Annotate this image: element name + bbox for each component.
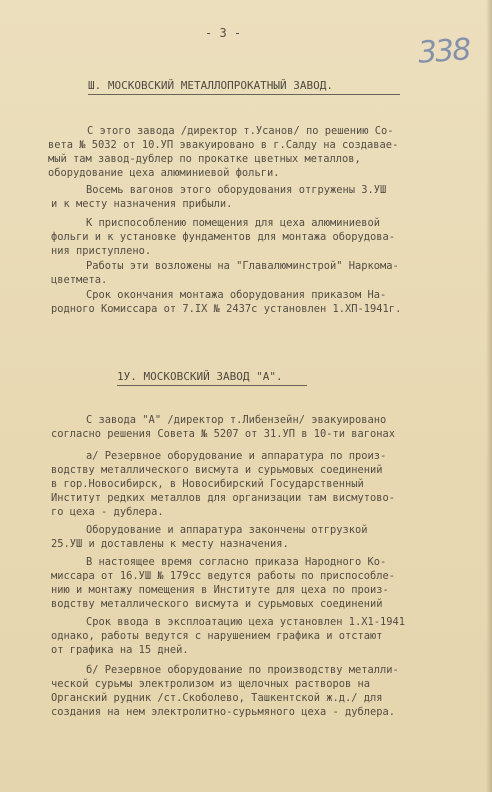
section-4-line: 25.УШ и доставлены к месту назначения. bbox=[51, 538, 289, 550]
section-3-heading: Ш. МОСКОВСКИЙ МЕТАЛЛОПРОКАТНЫЙ ЗАВОД. bbox=[88, 79, 334, 92]
section-4-line: б/ Резервное оборудование по производству металли- bbox=[86, 664, 399, 676]
section-4-line: Срок ввода в эксплоатацию цеха установлен 1.Х1-1941 bbox=[86, 616, 406, 628]
section-4-line: ческой сурьмы электролизом из щелочных растворов на bbox=[51, 678, 371, 690]
section-4-line: от графика на 15 дней. bbox=[51, 644, 189, 656]
section-4-line: миссара от 16.УШ № 179сс ведутся работы по приспособле- bbox=[51, 570, 396, 582]
section-3-line: фольги и к установке фундаментов для монтажа оборудова- bbox=[51, 231, 396, 243]
section-4-line: нию и монтажу помещения в Институте для цеха по произ- bbox=[51, 584, 389, 596]
handwritten-archive-number: 338 bbox=[416, 32, 471, 71]
section-4-line: Институт редких металлов для организации там висмутово- bbox=[51, 492, 396, 504]
section-4-line: го цеха - дублера. bbox=[51, 506, 164, 518]
section-3-line: Работы эти возложены на "Главалюминстрой" Наркома- bbox=[86, 260, 399, 272]
section-4-heading-underline bbox=[117, 385, 307, 386]
section-3-line: С этого завода /директор т.Усанов/ по решению Со- bbox=[87, 125, 394, 137]
section-3-line: родного Комиссара от 7.IX № 2437с установлен 1.ХП-1941г. bbox=[51, 303, 402, 315]
section-3-line: оборудование цеха алюминиевой фольги. bbox=[48, 167, 280, 179]
section-4-line: в гор.Новосибирск, в Новосибирский Государственный bbox=[51, 478, 364, 490]
section-4-line: а/ Резервное оборудование и аппаратура по произ- bbox=[86, 450, 387, 462]
section-4-line: согласно решения Совета № 5207 от 31.УП в 10-ти вагонах bbox=[51, 428, 396, 440]
page-number: - 3 - bbox=[205, 26, 242, 40]
section-3-line: К приспособлению помещения для цеха алюминиевой bbox=[86, 217, 381, 229]
section-3-heading-underline bbox=[88, 94, 400, 95]
section-4-line: Органский рудник /ст.Скоболево, Ташкентской ж.д./ для bbox=[51, 692, 383, 704]
section-4-line: водству металлического висмута и сурьмовых соединений bbox=[51, 464, 383, 476]
section-3-line: Восемь вагонов этого оборудования отгружены 3.УШ bbox=[86, 184, 387, 196]
section-4-line: создания на нем электролитно-сурьмяного цеха - дублера. bbox=[51, 706, 396, 718]
section-4-heading: 1У. МОСКОВСКИЙ ЗАВОД "А". bbox=[117, 370, 283, 383]
section-4-line: С завода "А" /директор т.Либензейн/ эвакуировано bbox=[86, 414, 387, 426]
section-3-line: мый там завод-дублер по прокатке цветных металлов, bbox=[48, 153, 361, 165]
section-4-line: однако, работы ведутся с нарушением графика и отстают bbox=[51, 630, 383, 642]
section-4-line: Оборудование и аппаратура закончены отгрузкой bbox=[86, 524, 368, 536]
section-3-line: ния приступлено. bbox=[51, 245, 152, 257]
section-3-line: цветмета. bbox=[51, 274, 108, 286]
section-4-line: водству металлического висмута и сурьмовых соединений bbox=[51, 598, 383, 610]
section-3-line: Срок окончания монтажа оборудования приказом На- bbox=[86, 289, 387, 301]
page-edge-shadow bbox=[486, 0, 492, 792]
section-4-line: В настоящее время согласно приказа Народного Ко- bbox=[86, 556, 387, 568]
section-3-line: и к месту назначения прибыли. bbox=[51, 198, 233, 210]
section-3-line: вета № 5032 от 10.УП эвакуировано в г.Салду на создавае- bbox=[48, 139, 399, 151]
